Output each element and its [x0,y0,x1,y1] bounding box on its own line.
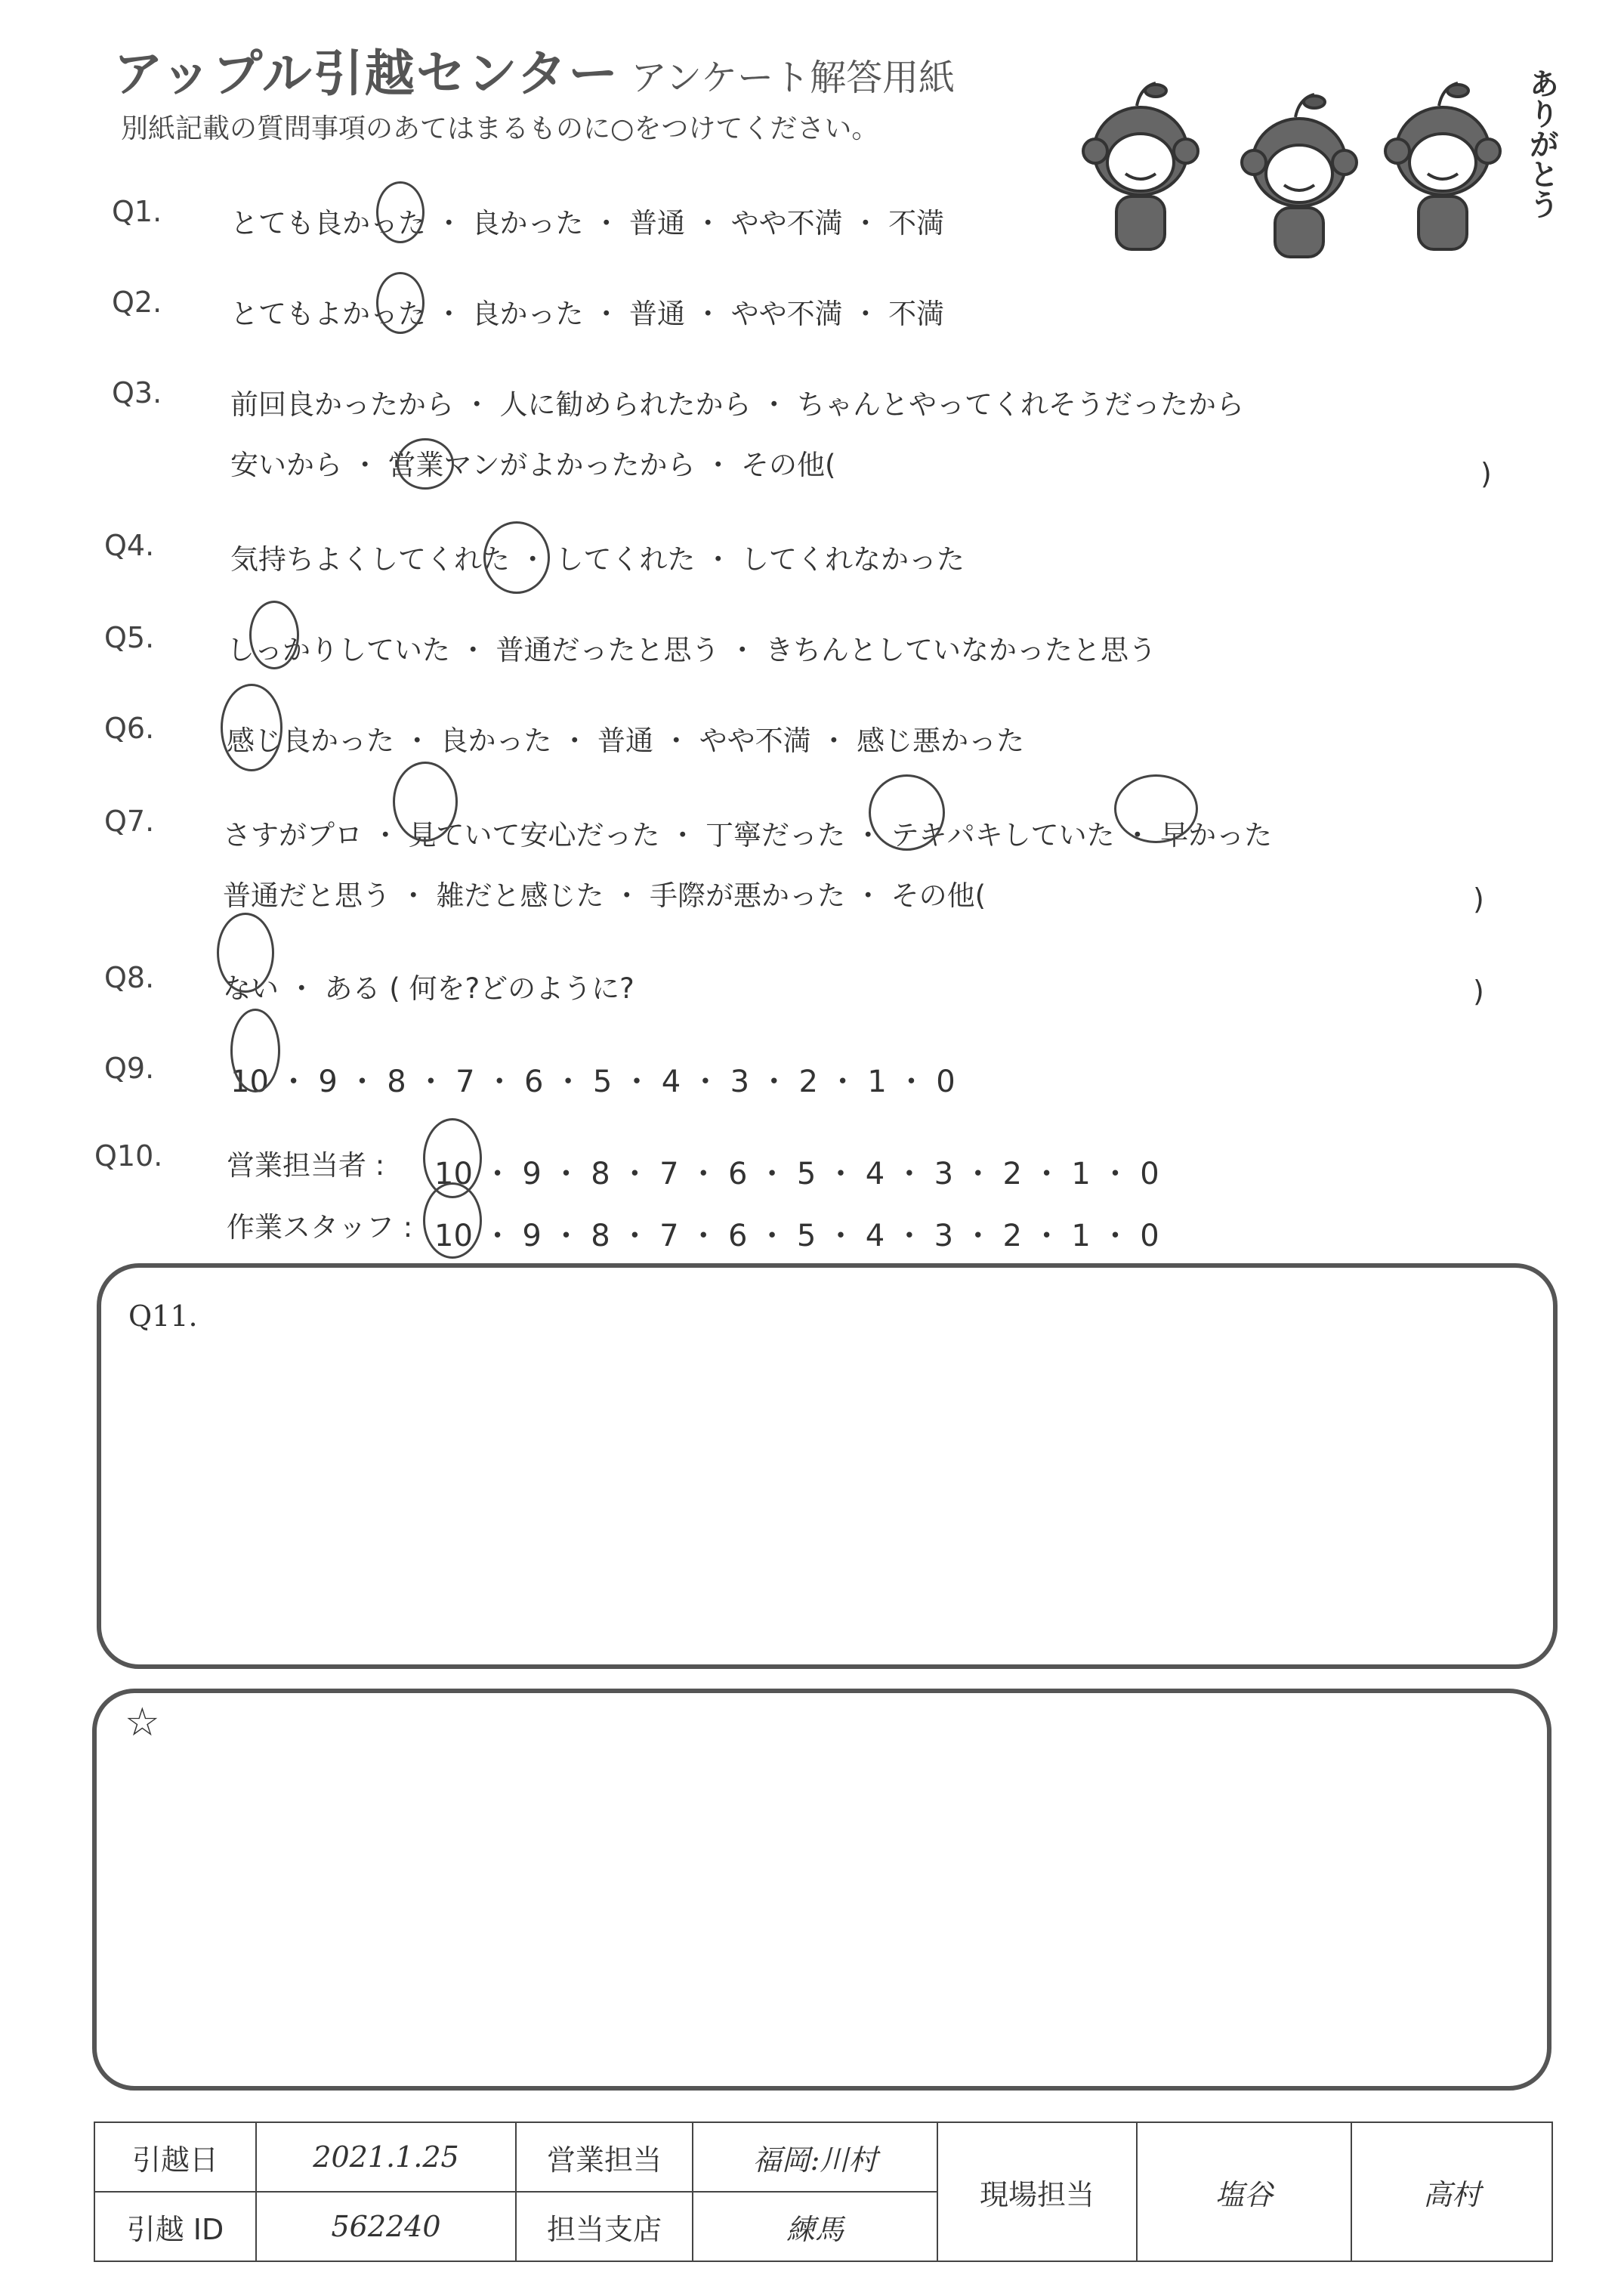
q4-answer-circle [483,521,550,594]
site-staff-label: 現場担当 [937,2122,1137,2261]
monkey-icon [1242,94,1357,257]
q8-options: ない ・ ある ( 何を?どのように? [223,972,634,1005]
q1-answer-circle [376,181,425,243]
star-label: ☆ [125,1700,160,1745]
mascot-thanks-text: ありがとう [1524,68,1559,219]
move-date-label: 引越日 [94,2122,256,2192]
q11-comment-box [97,1263,1558,1669]
q2-answer-circle [376,272,425,334]
q11-label: Q11. [128,1299,198,1333]
q7-options-line1: さすがプロ ・ 見ていて安心だった ・ 丁寧だった ・ テキパキしていた ・ 早かった [223,819,1273,851]
q8-close-paren: ) [1473,975,1484,1008]
q8-label: Q8. [104,961,155,994]
star-comment-box [92,1689,1551,2091]
sales-rep-value: 福岡:川村 [693,2122,937,2192]
q7-close-paren: ) [1473,882,1484,916]
q10-staff-answer-circle [423,1182,482,1259]
q5-options: しっかりしていた ・ 普通だったと思う ・ きちんとしていなかったと思う [227,634,1157,666]
q10-staff-scale: 10 ・ 9 ・ 8 ・ 7 ・ 6 ・ 5 ・ 4 ・ 3 ・ 2 ・ 1 ・ 0 [434,1219,1159,1253]
q8-answer-circle [217,913,274,993]
q6-label: Q6. [104,712,155,745]
q9-answer-circle [230,1009,280,1092]
site-staff-value-2: 高村 [1351,2122,1552,2261]
q10-sales-label: 営業担当者 : [227,1149,385,1182]
q6-options: 感じ良かった ・ 良かった ・ 普通 ・ やや不満 ・ 感じ悪かった [227,725,1025,757]
move-date-value: 2021.1.25 [256,2122,516,2192]
q2-label: Q2. [112,286,162,319]
q4-options: 気持ちよくしてくれた ・ してくれた ・ してくれなかった [230,543,965,576]
monkey-icon [1385,83,1500,249]
q3-close-paren: ) [1480,457,1492,490]
branch-value: 練馬 [693,2192,937,2261]
q7-answer-circle-3 [1114,774,1198,843]
monkey-icon [1083,83,1198,249]
q6-answer-circle [221,684,283,771]
monkey-mascots-illustration [1057,60,1548,264]
q7-label: Q7. [104,805,155,838]
instruction-text: 別紙記載の質問事項のあてはまるものに○をつけてください。 [121,113,879,144]
q3-answer-circle [397,438,454,490]
q9-scale: 10 ・ 9 ・ 8 ・ 7 ・ 6 ・ 5 ・ 4 ・ 3 ・ 2 ・ 1 ・ 0 [230,1065,956,1099]
q7-options-line2: 普通だと思う ・ 雑だと感じた ・ 手際が悪かった ・ その他( [223,879,986,912]
q7-answer-circle-1 [393,762,458,842]
q9-label: Q9. [104,1052,155,1085]
move-id-value: 562240 [256,2192,516,2261]
q3-label: Q3. [112,376,162,409]
q1-label: Q1. [112,195,162,228]
form-subtitle: アンケート解答用紙 [631,57,956,99]
q10-label: Q10. [94,1139,163,1173]
form-title: アップル引越センター [113,45,620,103]
q1-options: とても良かった ・ 良かった ・ 普通 ・ やや不満 ・ 不満 [230,207,945,239]
q7-answer-circle-2 [869,774,945,851]
q3-options-line2: 安いから ・ 営業マンがよかったから ・ その他( [230,449,836,481]
q5-label: Q5. [104,621,155,654]
q10-sales-scale: 10 ・ 9 ・ 8 ・ 7 ・ 6 ・ 5 ・ 4 ・ 3 ・ 2 ・ 1 ・ 0 [434,1157,1159,1191]
q3-options-line1: 前回良かったから ・ 人に勧められたから ・ ちゃんとやってくれそうだったから [230,388,1245,421]
q10-staff-label: 作業スタッフ : [227,1211,413,1244]
footer-info-table [94,2121,1553,2262]
q4-label: Q4. [104,529,155,562]
branch-label: 担当支店 [516,2192,693,2261]
sales-rep-label: 営業担当 [516,2122,693,2192]
q2-options: とてもよかった ・ 良かった ・ 普通 ・ やや不満 ・ 不満 [230,298,945,330]
move-id-label: 引越 ID [94,2192,256,2261]
site-staff-value-1: 塩谷 [1137,2122,1351,2261]
q5-answer-circle [249,601,299,669]
